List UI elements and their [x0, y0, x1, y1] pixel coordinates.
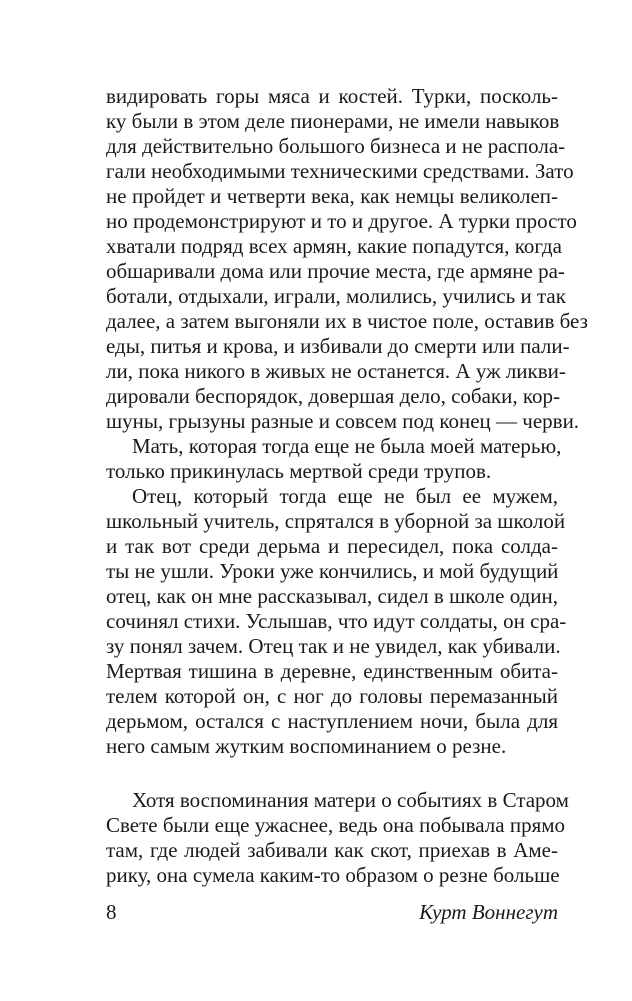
text-line: зу понял зачем. Отец так и не увидел, как убивали.	[106, 634, 561, 658]
text-line: ли, пока никого в живых не останется. А уж ликви-	[106, 359, 566, 383]
page-body	[106, 84, 588, 888]
text-line: шуны, грызуны разные и совсем под конец — черви.	[106, 409, 580, 433]
paragraph	[106, 434, 562, 484]
text-line: и так вот среди дерьма и пересидел, пока солда-	[106, 534, 558, 558]
text-line: далее, а затем выгоняли их в чистое поле, оставив без	[106, 309, 588, 333]
text-line: дировали беспорядок, довершая дело, собаки, кор-	[106, 384, 560, 408]
text-line: него самым жутким воспоминанием о резне.	[106, 734, 507, 758]
text-line: видировать горы мяса и костей. Турки, посколь-	[106, 84, 558, 108]
section-break	[106, 759, 558, 788]
text-line: хватали подряд всех армян, какие попадутся, когда	[106, 234, 562, 258]
text-line: телем которой он, с ног до головы перемазанный	[106, 684, 558, 708]
running-footer-author: Курт Воннегут	[419, 900, 558, 924]
paragraph	[106, 484, 567, 759]
text-line: Хотя воспоминания матери о событиях в Старом	[132, 788, 569, 812]
text-line: ты не ушли. Уроки уже кончились, и мой будущий	[106, 559, 559, 583]
text-line: ку были в этом деле пионерами, не имели навыков	[106, 109, 560, 133]
text-line: не пройдет и четверти века, как немцы великолеп-	[106, 184, 558, 208]
text-line: Мертвая тишина в деревне, единственным обита-	[106, 659, 558, 683]
text-line: дерьмом, остался с наступлением ночи, была для	[106, 709, 558, 733]
text-line: только прикинулась мертвой среди трупов.	[106, 459, 492, 483]
paragraph	[106, 84, 588, 434]
text-line: Мать, которая тогда еще не была моей матерью,	[132, 434, 562, 458]
text-line: рику, она сумела каким-то образом о резне больше	[106, 863, 560, 887]
text-line: ботали, отдыхали, играли, молились, учились и так	[106, 284, 566, 308]
text-line: для действительно большого бизнеса и не распола-	[106, 134, 566, 158]
page-footer	[106, 899, 558, 925]
text-line: там, где людей забивали как скот, приехав в Аме-	[106, 838, 558, 862]
text-line: сочинял стихи. Услышав, что идут солдаты, он сра-	[106, 609, 567, 633]
text-line: Отец, который тогда еще не был ее мужем,	[132, 484, 558, 508]
page-number: 8	[106, 900, 117, 924]
text-line: отец, как он мне рассказывал, сидел в школе один,	[106, 584, 558, 608]
text-line: но продемонстрируют и то и другое. А турки просто	[106, 209, 577, 233]
text-line: школьный учитель, спрятался в уборной за школой	[106, 509, 566, 533]
text-line: еды, питья и крова, и избивали до смерти или пали-	[106, 334, 570, 358]
text-line: обшаривали дома или прочие места, где армяне ра-	[106, 259, 565, 283]
paragraph	[106, 788, 569, 888]
text-line: гали необходимыми техническими средствами. Зато	[106, 159, 574, 183]
text-line: Свете были еще ужаснее, ведь она побывала прямо	[106, 813, 566, 837]
